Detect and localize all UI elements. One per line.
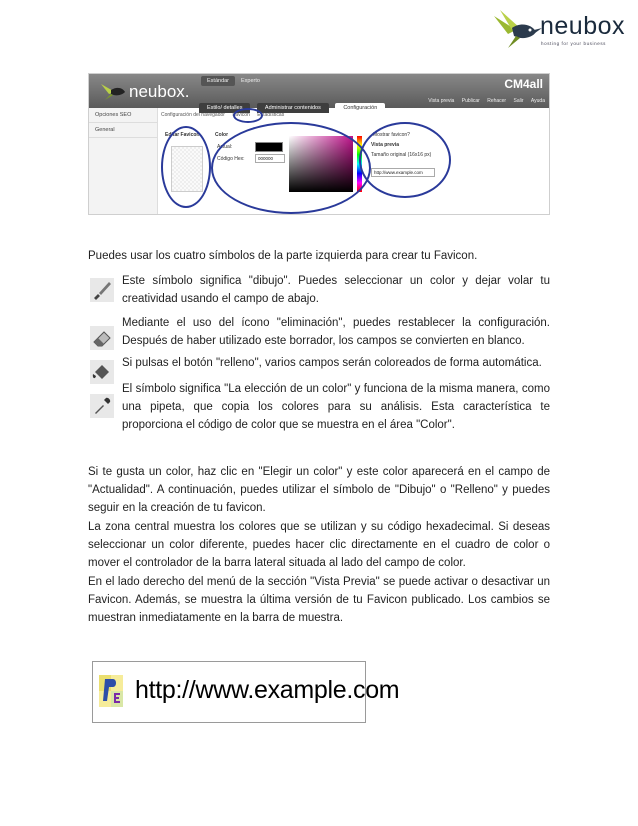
brand-wordmark: neubox — [540, 12, 626, 40]
brand-tagline: hosting for your business — [541, 41, 607, 46]
sidebar-item-seo[interactable]: Opciones SEO — [89, 108, 157, 123]
label-hex: Código Hex: — [217, 156, 245, 162]
tool-ayuda[interactable]: Ayuda — [530, 98, 545, 104]
preview-title: Vista previa — [371, 142, 399, 148]
highlight-favicon-tab — [233, 108, 263, 123]
sidebar-item-general[interactable]: General — [89, 123, 157, 138]
tool-vista-previa[interactable]: Vista previa — [428, 98, 455, 104]
preview-url: http://www.example.com — [135, 676, 400, 704]
tool-rehacer[interactable]: Rehacer — [487, 98, 507, 104]
subtab-favicon[interactable]: Favicon — [232, 112, 250, 118]
paragraph-3: En el lado derecho del menú de la sección "Vista Previa" se puede activar o desactivar un Favicon. Además, se muestra la última versión de tu Favicon publicado. Los cambios se muestran inmediatamente en la barra de muestra. — [88, 576, 550, 624]
paragraph-2: La zona central muestra los colores que se utilizan y su código hexadecimal. Si deseas seleccionar un color diferente, puedes hacer clic directamente en el cuadro de color o mover el controlador de la barra lateral situada al lado del campo de color. — [88, 521, 550, 569]
tab-estilo[interactable]: Estilo/ detalles — [199, 103, 250, 113]
hex-field[interactable]: 000000 — [255, 154, 285, 163]
hummingbird-icon — [486, 8, 542, 52]
intro-text: Puedes usar los cuatro símbolos de la parte izquierda para crear tu Favicon. — [88, 250, 478, 262]
item-eraser — [86, 314, 552, 354]
cms-product-name: CM4all — [504, 77, 543, 91]
label-show-favicon[interactable]: Mostrar favicon? — [373, 132, 410, 138]
tool-publicar[interactable]: Publicar — [461, 98, 480, 104]
item-fill-text: Si pulsas el botón "relleno", varios campos serán coloreados de forma automática. — [122, 357, 542, 369]
favicon-icon — [99, 675, 123, 707]
eyedropper-icon — [90, 394, 114, 418]
cms-subtabs — [161, 112, 290, 118]
item-eyedropper-text: El símbolo significa "La elección de un color" y funciona de la misma manera, como una pipeta, que copia los colores para su análisis. Esta característica te proporciona el código de color que se muestra en el área "Color". — [122, 383, 550, 431]
brush-icon — [90, 278, 114, 302]
section-color: Color — [215, 132, 229, 138]
item-eraser-text: Mediante el uso del ícono "eliminación", puedes restablecer la configuración. Después de haber utilizado este borrador, los campos se convierten en blanco. — [122, 317, 550, 347]
eraser-icon — [90, 326, 114, 350]
highlight-color — [211, 122, 371, 214]
cms-logo-text: neubox. — [129, 82, 190, 101]
favicon-preview-bar — [92, 661, 400, 723]
subtab-estadisticas[interactable]: Estadísticas — [257, 112, 285, 118]
tab-configuracion[interactable]: Configuración — [335, 103, 385, 113]
item-fill — [86, 354, 552, 378]
item-brush-text: Este símbolo significa "dibujo". Puedes seleccionar un color y dejar volar tu creatividad usando el campo de abajo. — [122, 275, 550, 305]
highlight-preview — [359, 122, 451, 198]
paragraph-1: Si te gusta un color, haz clic en "Elegir un color" y este color aparecerá en el campo de "Actualidad". A continuación, puedes utilizar el símbolo de "Dibujo" o "Relleno" y puedes seguir en la creación de tu favicon. — [88, 466, 550, 514]
cms-tools — [422, 98, 545, 104]
section-edit-favicon: Editar Favicon — [165, 132, 200, 138]
cms-sidebar — [89, 108, 158, 214]
original-size-label: Tamaño original (16x16 px) — [371, 152, 432, 158]
tool-salir[interactable]: Salir — [513, 98, 524, 104]
highlight-tools — [161, 126, 211, 208]
item-eyedropper — [86, 380, 552, 436]
cms-screenshot — [88, 73, 550, 215]
brand-logo — [486, 8, 632, 52]
preview-url-field: http://www.example.com — [371, 168, 435, 177]
cms-tabs — [199, 96, 387, 111]
label-current: Actual: — [217, 144, 233, 150]
subtab-navegador[interactable]: Configuración del navegador — [161, 112, 225, 118]
tab-estandar[interactable]: Estándar — [201, 76, 235, 86]
tab-administrar[interactable]: Administrar contenidos — [257, 103, 329, 113]
cms-logo-icon — [99, 80, 127, 102]
tab-experto[interactable]: Experto — [241, 78, 260, 84]
item-brush — [86, 272, 552, 312]
